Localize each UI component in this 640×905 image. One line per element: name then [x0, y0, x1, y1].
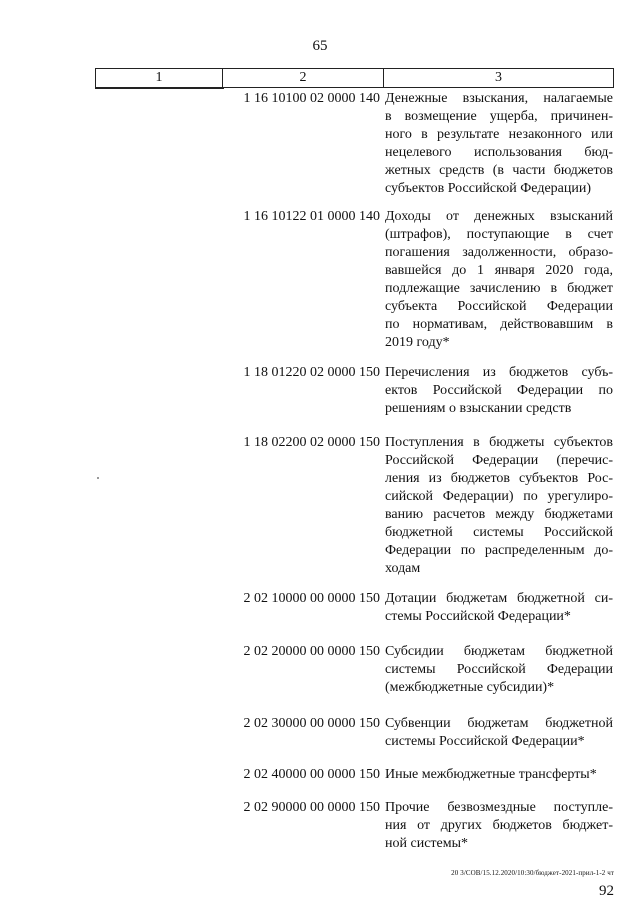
budget-description	[385, 590, 613, 626]
budget-code: 1 16 10122 01 0000 140	[243, 209, 380, 224]
description-line: бюджетной системы Российской	[385, 525, 613, 540]
description-line: ной системы*	[385, 836, 469, 851]
description-line: Федерации по распределенным до-	[385, 543, 613, 558]
budget-description	[385, 643, 613, 697]
description-line: системы Российской Федерации	[385, 662, 613, 677]
budget-description	[385, 766, 613, 784]
description-line: вавшейся до 1 января 2020 года,	[385, 263, 613, 278]
header-col-3: 3	[495, 70, 502, 85]
budget-code: 2 02 40000 00 0000 150	[243, 767, 380, 782]
description-line: ного в результате незаконного или	[385, 127, 613, 142]
description-line: Дотации бюджетам бюджетной си-	[385, 591, 613, 606]
page-number: 65	[312, 38, 328, 54]
header-underline	[95, 88, 224, 89]
description-line: системы Российской Федерации*	[385, 734, 585, 749]
budget-description	[385, 799, 613, 853]
budget-description	[385, 90, 613, 198]
description-line: по нормативам, действовавшим в	[385, 317, 613, 332]
description-line: Субсидии бюджетам бюджетной	[385, 644, 613, 659]
budget-code: 2 02 10000 00 0000 150	[243, 591, 380, 606]
description-line: нецелевого использования бюд-	[385, 145, 613, 160]
header-col-1: 1	[96, 69, 223, 87]
description-line: 2019 году*	[385, 335, 450, 350]
description-line: решениям о взыскании средств	[385, 401, 572, 416]
header-col-2: 2	[223, 69, 384, 87]
description-line: субъекта Российской Федерации	[385, 299, 613, 314]
budget-code: 2 02 30000 00 0000 150	[243, 716, 380, 731]
description-line: в возмещение ущерба, причинен-	[385, 109, 613, 124]
description-line: ния от других бюджетов бюджет-	[385, 818, 613, 833]
description-line: сийской Федерации) по урегулиро-	[385, 489, 613, 504]
description-line: Перечисления из бюджетов субъ-	[385, 365, 613, 380]
description-line: подлежащие зачислению в бюджет	[385, 281, 613, 296]
description-line: субъектов Российской Федерации)	[385, 181, 592, 196]
document-reference: 20 3/СОВ/15.12.2020/10:30/бюджет-2021-прил-1-2 чт	[451, 869, 614, 877]
description-line: Денежные взыскания, налагаемые	[385, 91, 613, 106]
description-line: Российской Федерации (перечис-	[385, 453, 613, 468]
budget-code: 2 02 20000 00 0000 150	[243, 644, 380, 659]
sheet-number: 92	[599, 883, 614, 899]
budget-code: 1 18 01220 02 0000 150	[243, 365, 380, 380]
description-line: ванию расчетов между бюджетами	[385, 507, 613, 522]
description-line: ходам	[385, 561, 421, 576]
margin-mark	[97, 477, 99, 479]
description-line: (штрафов), поступающие в счет	[385, 227, 613, 242]
description-line: ления из бюджетов субъектов Рос-	[385, 471, 613, 486]
budget-description	[385, 715, 613, 751]
description-line: ектов Российской Федерации по	[385, 383, 613, 398]
description-line: жетных средств (в части бюджетов	[385, 163, 613, 178]
description-line: Прочие безвозмездные поступле-	[385, 800, 613, 815]
description-line: Иные межбюджетные трансферты*	[385, 767, 597, 782]
budget-description	[385, 364, 613, 418]
budget-description	[385, 208, 613, 352]
description-line: стемы Российской Федерации*	[385, 609, 571, 624]
table-header	[95, 68, 614, 88]
description-line: Субвенции бюджетам бюджетной	[385, 716, 613, 731]
budget-description	[385, 434, 613, 578]
budget-code: 1 16 10100 02 0000 140	[243, 91, 380, 106]
description-line: Доходы от денежных взысканий	[385, 209, 613, 224]
description-line: погашения задолженности, образо-	[385, 245, 613, 260]
budget-code: 1 18 02200 02 0000 150	[243, 435, 380, 450]
budget-code: 2 02 90000 00 0000 150	[243, 800, 380, 815]
description-line: Поступления в бюджеты субъектов	[385, 435, 613, 450]
description-line: (межбюджетные субсидии)*	[385, 680, 555, 695]
